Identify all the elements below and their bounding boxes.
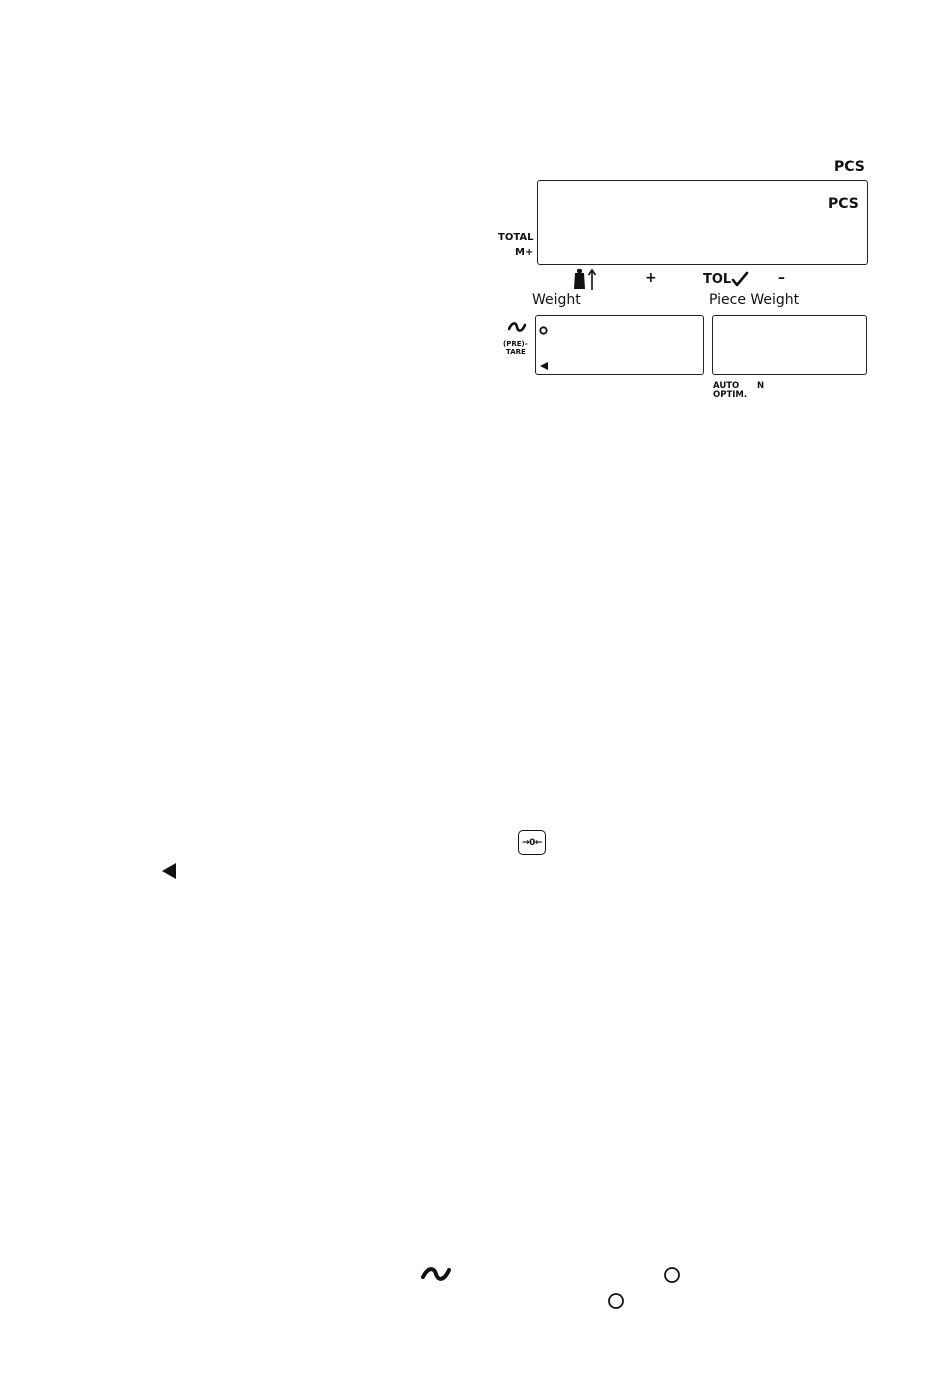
zero-circle-icon bbox=[539, 320, 548, 329]
plus-indicator: + bbox=[645, 270, 657, 286]
pretare-label-line2: TARE bbox=[506, 348, 526, 356]
zero-key-text: →0← bbox=[522, 837, 542, 848]
weight-display bbox=[535, 315, 704, 375]
left-triangle-icon bbox=[160, 862, 178, 880]
piece-weight-display bbox=[712, 315, 867, 375]
total-label: TOTAL bbox=[498, 232, 534, 243]
auto-optim-label-line2: OPTIM. bbox=[713, 390, 748, 400]
tilde-icon bbox=[508, 318, 526, 330]
auto-optim-label-line1: AUTO bbox=[713, 381, 740, 391]
tare-arrow-icon bbox=[539, 356, 549, 366]
piece-weight-heading: Piece Weight bbox=[709, 292, 800, 308]
pretare-label-line1: (PRE)- bbox=[503, 340, 528, 348]
weight-heading: Weight bbox=[532, 292, 581, 308]
count-pcs-label: PCS bbox=[828, 196, 859, 212]
weight-arrow-up-icon bbox=[572, 267, 598, 291]
count-display bbox=[537, 180, 868, 265]
mplus-label: M+ bbox=[515, 247, 534, 258]
n-label: N bbox=[757, 381, 765, 391]
circle-icon bbox=[607, 1292, 625, 1310]
circle-icon bbox=[663, 1266, 681, 1284]
checkmark-icon bbox=[731, 270, 749, 288]
zero-key-icon bbox=[518, 830, 546, 855]
top-pcs-label: PCS bbox=[834, 159, 865, 175]
minus-indicator: – bbox=[778, 270, 785, 286]
tilde-icon bbox=[421, 1265, 451, 1283]
tol-indicator: TOL bbox=[703, 272, 732, 287]
